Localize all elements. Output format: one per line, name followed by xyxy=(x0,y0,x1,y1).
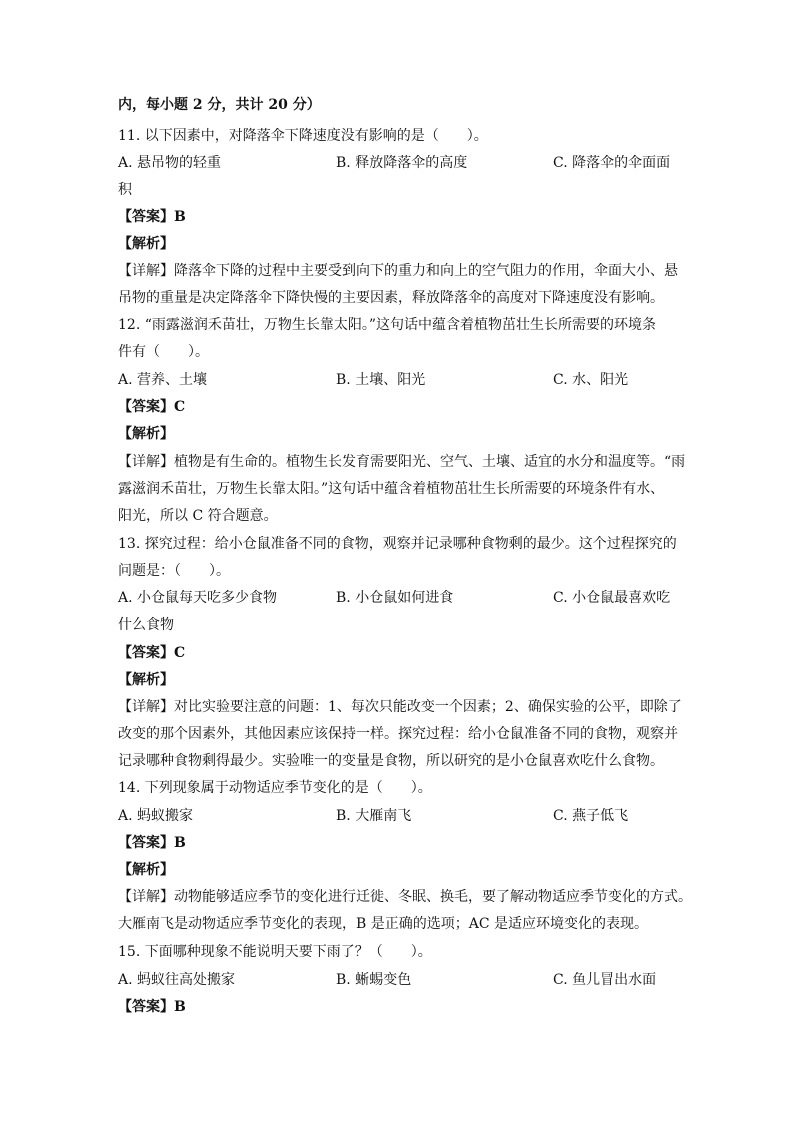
question-14-stem: 14. 下列现象属于动物适应季节变化的是（ ）。 xyxy=(118,780,432,796)
question-14-option-b: B. 大雁南飞 xyxy=(336,808,412,824)
question-11-option-c: C. 降落伞的伞面面 xyxy=(553,155,671,171)
question-11-stem: 11. 以下因素中，对降落伞下降速度没有影响的是（ ）。 xyxy=(118,128,488,144)
question-12-detail-line: 【详解】植物是有生命的。植物生长发育需要阳光、空气、土壤、适宜的水分和温度等。“雨 xyxy=(118,454,686,470)
question-12-detail-line: 阳光，所以 C 符合题意。 xyxy=(118,508,278,524)
question-13-option-a: A. 小仓鼠每天吃多少食物 xyxy=(118,590,278,606)
question-14-answer: 【答案】B xyxy=(118,835,186,851)
question-15-option-c: C. 鱼儿冒出水面 xyxy=(553,972,657,988)
question-11-analysis: 【解析】 xyxy=(118,236,174,252)
question-13-option-wrap: 什么食物 xyxy=(118,617,174,633)
question-13-detail-line: 改变的那个因素外，其他因素应该保持一样。探究过程：给小仓鼠准备不同的食物，观察并 xyxy=(118,726,678,742)
question-13-detail-line: 记录哪种食物剩得最少。实验唯一的变量是食物，所以研究的是小仓鼠喜欢吃什么食物。 xyxy=(118,753,664,769)
question-14-option-c: C. 燕子低飞 xyxy=(553,808,629,824)
question-13-option-b: B. 小仓鼠如何进食 xyxy=(336,590,454,606)
question-15-option-a: A. 蚂蚁往高处搬家 xyxy=(118,972,236,988)
question-15-stem: 15. 下面哪种现象不能说明天要下雨了？（ ）。 xyxy=(118,944,432,960)
question-12-option-c: C. 水、阳光 xyxy=(553,372,629,388)
question-11-answer: 【答案】B xyxy=(118,209,186,225)
question-13-analysis: 【解析】 xyxy=(118,672,174,688)
question-14-detail-line: 【详解】动物能够适应季节的变化进行迁徙、冬眠、换毛，要了解动物适应季节变化的方式。 xyxy=(118,889,692,905)
question-11-option-wrap: 积 xyxy=(118,182,132,198)
question-14-option-a: A. 蚂蚁搬家 xyxy=(118,808,194,824)
question-15-answer: 【答案】B xyxy=(118,999,186,1015)
question-14-analysis: 【解析】 xyxy=(118,862,174,878)
question-11-option-a: A. 悬吊物的轻重 xyxy=(118,155,222,171)
question-11-detail-line: 【详解】降落伞下降的过程中主要受到向下的重力和向上的空气阻力的作用，伞面大小、悬 xyxy=(118,263,678,279)
question-12-answer: 【答案】C xyxy=(118,399,186,415)
question-13-option-c: C. 小仓鼠最喜欢吃 xyxy=(553,590,671,606)
question-14-detail-line: 大雁南飞是动物适应季节变化的表现，B 是正确的选项；AC 是适应环境变化的表现。 xyxy=(118,916,649,932)
question-12-analysis: 【解析】 xyxy=(118,426,174,442)
section-header: 内，每小题 2 分，共计 20 分） xyxy=(118,97,321,113)
question-12-option-a: A. 营养、土壤 xyxy=(118,372,208,388)
question-12-option-b: B. 土壤、阳光 xyxy=(336,372,426,388)
question-15-option-b: B. 蜥蜴变色 xyxy=(336,972,412,988)
question-12-stem: 12. “雨露滋润禾苗壮，万物生长靠太阳。”这句话中蕴含着植物茁壮生长所需要的环境条 xyxy=(118,317,657,333)
question-12-stem: 件有（ ）。 xyxy=(118,344,209,360)
question-12-detail-line: 露滋润禾苗壮，万物生长靠太阳。”这句话中蕴含着植物茁壮生长所需要的环境条件有水、 xyxy=(118,481,665,497)
question-11-detail-line: 吊物的重量是决定降落伞下降快慢的主要因素，释放降落伞的高度对下降速度没有影响。 xyxy=(118,290,664,306)
question-11-option-b: B. 释放降落伞的高度 xyxy=(336,155,468,171)
question-13-answer: 【答案】C xyxy=(118,645,186,661)
question-13-stem: 13. 探究过程：给小仓鼠准备不同的食物，观察并记录哪种食物剩的最少。这个过程探究的 xyxy=(118,536,677,552)
question-13-detail-line: 【详解】对比实验要注意的问题：1、每次只能改变一个因素；2、确保实验的公平，即除了 xyxy=(118,699,682,715)
question-13-stem: 问题是：（ ）。 xyxy=(118,563,230,579)
